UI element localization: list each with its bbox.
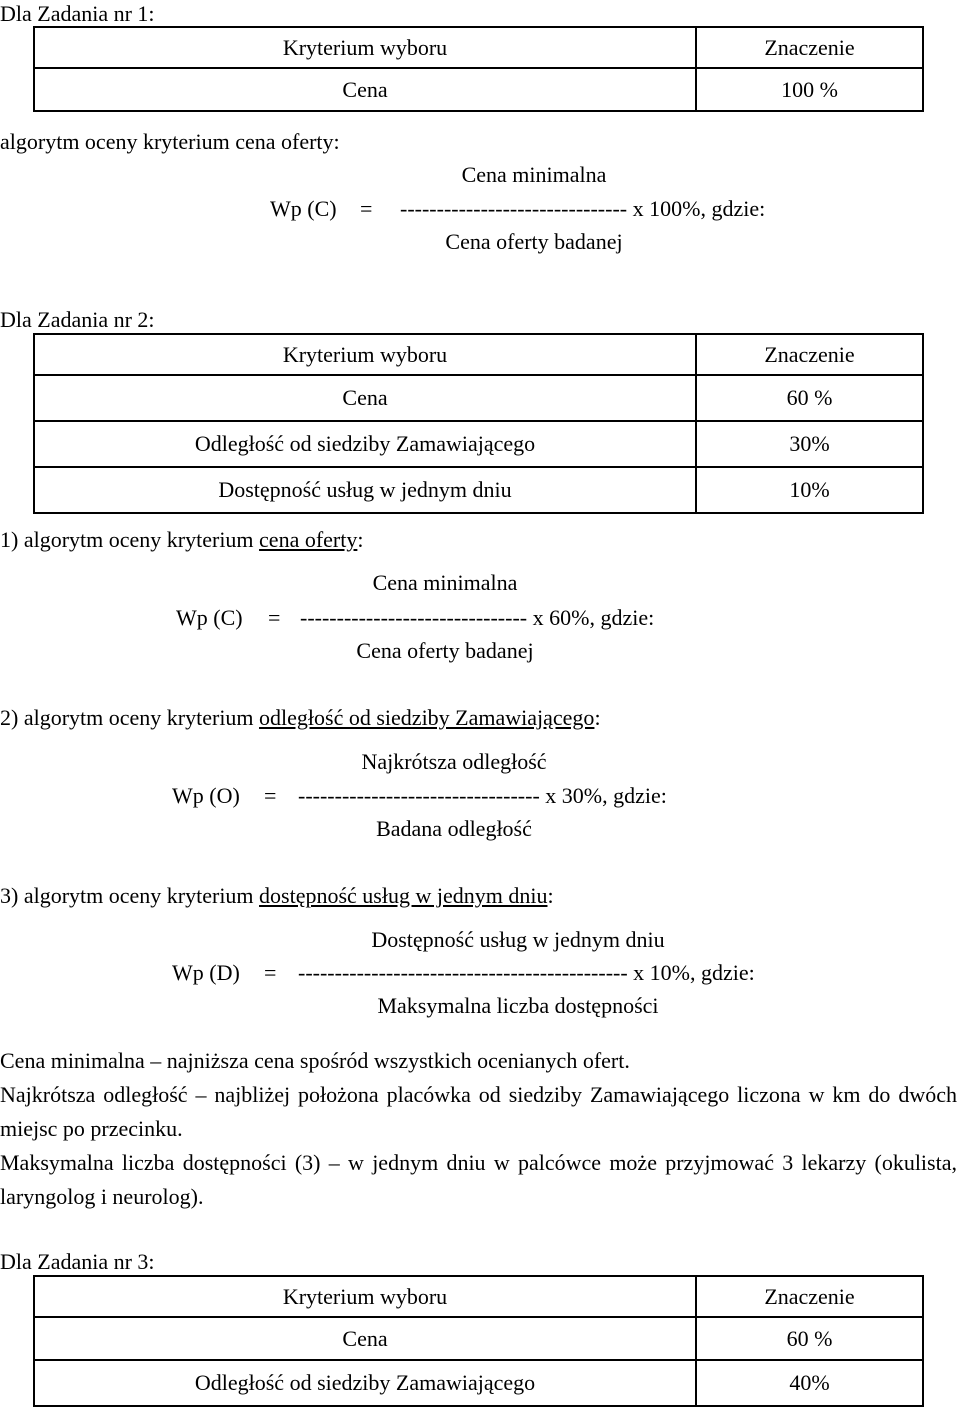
formula-fraction-line: --------------------------------- x 30%, gdzie: [298, 783, 667, 808]
table-header-row [34, 1276, 923, 1317]
header-criterion: Kryterium wyboru [34, 334, 696, 375]
cell-weight: 100 % [696, 68, 923, 111]
cell-criterion: Odległość od siedziby Zamawiającego [34, 1360, 696, 1406]
algorithm-criterion: odległość od siedziby Zamawiającego [259, 705, 595, 730]
cell-criterion: Cena [34, 375, 696, 421]
algorithm-criterion: cena oferty [259, 527, 358, 552]
note-paragraph: Maksymalna liczba dostępności (3) – w jednym dniu w palcówce może przyjmować 3 lekarzy (okulista, laryngolog i neurolog). [0, 1150, 957, 1209]
formula-lhs: Wp (C) [270, 196, 337, 221]
table-row [34, 1360, 923, 1406]
cell-criterion: Cena [34, 1317, 696, 1360]
algorithm-prefix: 2) algorytm oceny kryterium [0, 705, 260, 730]
table-row [34, 467, 923, 513]
note-paragraph: Cena minimalna – najniższa cena spośród wszystkich ocenianych ofert. [0, 1048, 630, 1073]
section-heading-zad2: Dla Zadania nr 2: [0, 307, 155, 332]
note-paragraph: Najkrótsza odległość – najbliżej położona placówka od siedziby Zamawiającego liczona w km do dwóch miejsc po przecinku. [0, 1082, 957, 1141]
formula-numerator: Cena minimalna [372, 570, 518, 595]
section-heading-zad1: Dla Zadania nr 1: [0, 1, 155, 26]
formula-denominator: Badana odległość [376, 816, 532, 841]
section-heading-zad3: Dla Zadania nr 3: [0, 1249, 155, 1274]
formula-equals: = [264, 783, 277, 808]
table-row [34, 1317, 923, 1360]
criteria-table-zad3 [33, 1275, 924, 1407]
formula-lhs: Wp (C) [176, 605, 243, 630]
algorithm-label-2 [0, 707, 601, 729]
formula-equals: = [360, 196, 373, 221]
formula-fraction-line: --------------------------------------------- x 10%, gdzie: [298, 960, 755, 985]
cell-criterion: Odległość od siedziby Zamawiającego [34, 421, 696, 467]
cell-criterion: Dostępność usług w jednym dniu [34, 467, 696, 513]
formula-denominator: Maksymalna liczba dostępności [377, 993, 659, 1018]
cell-weight: 30% [696, 421, 923, 467]
table-header-row [34, 334, 923, 375]
header-criterion: Kryterium wyboru [34, 27, 696, 68]
formula-fraction-line: ------------------------------- x 100%, gdzie: [400, 196, 766, 221]
formula-fraction-line: ------------------------------- x 60%, gdzie: [300, 605, 655, 630]
cell-weight: 60 % [696, 375, 923, 421]
formula-denominator: Cena oferty badanej [445, 229, 623, 254]
algorithm-suffix: : [547, 883, 554, 908]
formula-lhs: Wp (D) [172, 960, 240, 985]
algorithm-label-3 [0, 885, 554, 907]
header-weight: Znaczenie [696, 27, 923, 68]
formula-numerator: Cena minimalna [461, 162, 607, 187]
algorithm-prefix: 3) algorytm oceny kryterium [0, 883, 260, 908]
formula-numerator: Dostępność usług w jednym dniu [371, 927, 665, 952]
header-criterion: Kryterium wyboru [34, 1276, 696, 1317]
formula-equals: = [268, 605, 281, 630]
criteria-table-zad2 [33, 333, 924, 514]
algorithm-suffix: : [594, 705, 601, 730]
table-row [34, 421, 923, 467]
algorithm-label-1 [0, 529, 364, 551]
header-weight: Znaczenie [696, 1276, 923, 1317]
formula-denominator: Cena oferty badanej [356, 638, 534, 663]
formula-equals: = [264, 960, 277, 985]
cell-weight: 60 % [696, 1317, 923, 1360]
algorithm-suffix: : [357, 527, 364, 552]
cell-weight: 10% [696, 467, 923, 513]
formula-numerator: Najkrótsza odległość [361, 749, 547, 774]
algorithm-prefix: 1) algorytm oceny kryterium [0, 527, 260, 552]
table-row [34, 68, 923, 111]
cell-weight: 40% [696, 1360, 923, 1406]
formula-lhs: Wp (O) [172, 783, 240, 808]
algorithm-label-zad1: algorytm oceny kryterium cena oferty: [0, 129, 340, 154]
algorithm-criterion: dostępność usług w jednym dniu [259, 883, 548, 908]
header-weight: Znaczenie [696, 334, 923, 375]
criteria-table-zad1 [33, 26, 924, 112]
cell-criterion: Cena [34, 68, 696, 111]
table-header-row [34, 27, 923, 68]
table-row [34, 375, 923, 421]
